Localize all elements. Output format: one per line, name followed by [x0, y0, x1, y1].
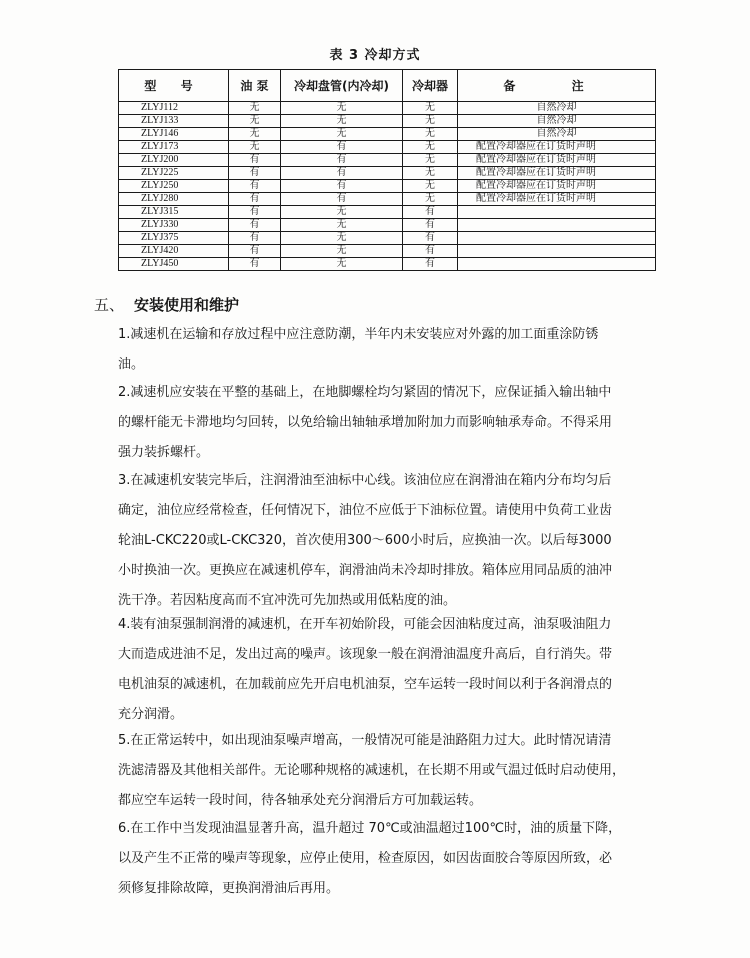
cell-cooling-coil: 无	[281, 128, 403, 141]
paragraph-line: 4.装有油泵强制润滑的减速机，在开车初始阶段，可能会因油粘度过高，油泵吸油阻力	[118, 617, 612, 632]
table-row	[119, 245, 656, 258]
cell-cooling-coil: 无	[281, 232, 403, 245]
paragraph-line: 大而造成进油不足，发出过高的噪声。该现象一般在润滑油温度升高后，自行消失。带	[118, 647, 613, 662]
cell-cooler: 无	[403, 102, 458, 115]
cell-oil-pump: 有	[229, 206, 281, 219]
cell-note: 配置冷却器应在订货时声明	[458, 154, 656, 167]
table-header-row	[119, 70, 656, 102]
cell-cooling-coil: 有	[281, 180, 403, 193]
header-cooler: 冷却器	[403, 70, 458, 102]
cell-cooling-coil: 有	[281, 193, 403, 206]
paragraph-line: 小时换油一次。更换应在减速机停车，润滑油尚未冷却时排放。箱体应用同品质的油冲	[118, 563, 613, 578]
cell-cooler: 无	[403, 180, 458, 193]
cell-note	[458, 258, 656, 271]
cell-cooling-coil: 无	[281, 258, 403, 271]
cell-oil-pump: 有	[229, 219, 281, 232]
paragraph-line: 以及产生不正常的噪声等现象，应停止使用，检查原因，如因齿面胶合等原因所致，必	[118, 851, 613, 866]
cell-cooling-coil: 有	[281, 154, 403, 167]
table-row	[119, 141, 656, 154]
cell-cooling-coil: 有	[281, 141, 403, 154]
cell-oil-pump: 有	[229, 258, 281, 271]
paragraph-line: 强力装拆螺杆。	[118, 445, 210, 460]
cell-cooler: 无	[403, 115, 458, 128]
cell-cooler: 有	[403, 258, 458, 271]
cell-note	[458, 232, 656, 245]
cell-oil-pump: 有	[229, 232, 281, 245]
header-model: 型 号	[119, 70, 229, 102]
table-row	[119, 167, 656, 180]
cell-note	[458, 245, 656, 258]
paragraph-line: 2.减速机应安装在平整的基础上，在地脚螺栓均匀紧固的情况下，应保证插入输出轴中	[118, 385, 612, 400]
cell-cooler: 无	[403, 193, 458, 206]
paragraph-line: 5.在正常运转中，如出现油泵噪声增高，一般情况可能是油路阻力过大。此时情况请清	[118, 733, 612, 748]
cell-oil-pump: 无	[229, 128, 281, 141]
table-row	[119, 128, 656, 141]
paragraph-4	[118, 610, 678, 730]
cell-note	[458, 206, 656, 219]
paragraph-line: 6.在工作中当发现油温显著升高，温升超过 70℃或油温超过100℃时，油的质量下降，	[118, 821, 622, 836]
cell-cooler: 无	[403, 167, 458, 180]
table-row	[119, 102, 656, 115]
cell-note	[458, 219, 656, 232]
cooling-method-table	[118, 69, 656, 271]
paragraph-line: 确定，油位应经常检查，任何情况下，油位不应低于下油标位置。请使用中负荷工业齿	[118, 503, 613, 518]
cell-model: ZLYJ225	[119, 167, 229, 180]
paragraph-3	[118, 466, 678, 616]
paragraph-line: 3.在减速机安装完毕后，注润滑油至油标中心线。该油位应在润滑油在箱内分布均匀后	[118, 473, 612, 488]
cell-cooling-coil: 无	[281, 219, 403, 232]
paragraph-line: 1.减速机在运输和存放过程中应注意防潮，半年内未安装应对外露的加工面重涂防锈	[118, 327, 599, 342]
table-row	[119, 154, 656, 167]
cell-model: ZLYJ112	[119, 102, 229, 115]
cell-cooling-coil: 无	[281, 245, 403, 258]
cell-note: 配置冷却器应在订货时声明	[458, 193, 656, 206]
header-note: 备 注	[458, 70, 656, 102]
cell-model: ZLYJ315	[119, 206, 229, 219]
paragraph-6	[118, 814, 678, 904]
cell-model: ZLYJ173	[119, 141, 229, 154]
table-body	[119, 102, 656, 271]
cell-note: 配置冷却器应在订货时声明	[458, 180, 656, 193]
cell-model: ZLYJ250	[119, 180, 229, 193]
paragraph-line: 轮油L-CKC220或L-CKC320，首次使用300～600小时后，应换油一次。以后每3000	[118, 533, 612, 548]
cell-cooler: 无	[403, 141, 458, 154]
table-caption: 表 3 冷却方式	[329, 48, 421, 63]
paragraph-5	[118, 726, 678, 816]
cell-cooler: 有	[403, 219, 458, 232]
table-row	[119, 193, 656, 206]
paragraph-line: 充分润滑。	[118, 707, 184, 722]
header-cooling-coil: 冷却盘管(内冷却)	[281, 70, 403, 102]
cell-oil-pump: 有	[229, 154, 281, 167]
cell-oil-pump: 无	[229, 102, 281, 115]
cell-oil-pump: 无	[229, 115, 281, 128]
cell-cooling-coil: 无	[281, 206, 403, 219]
cell-model: ZLYJ420	[119, 245, 229, 258]
paragraph-line: 油。	[118, 357, 145, 372]
cell-cooler: 有	[403, 245, 458, 258]
cell-note: 配置冷却器应在订货时声明	[458, 167, 656, 180]
cell-oil-pump: 有	[229, 180, 281, 193]
table-row	[119, 258, 656, 271]
paragraph-line: 都应空车运转一段时间，待各轴承处充分润滑后方可加载运转。	[118, 793, 483, 808]
cell-model: ZLYJ450	[119, 258, 229, 271]
table-row	[119, 206, 656, 219]
table-row	[119, 180, 656, 193]
paragraph-1	[118, 320, 678, 380]
paragraph-line: 的螺杆能无卡滞地均匀回转，以免给输出轴轴承增加附加力而影响轴承寿命。不得采用	[118, 415, 613, 430]
cell-model: ZLYJ200	[119, 154, 229, 167]
paragraph-line: 须修复排除故障，更换润滑油后再用。	[118, 881, 340, 896]
cell-cooling-coil: 有	[281, 167, 403, 180]
paragraph-line: 洗干净。若因粘度高而不宜冲洗可先加热或用低粘度的油。	[118, 593, 457, 608]
cell-note: 自然冷却	[458, 102, 656, 115]
paragraph-2	[118, 378, 678, 468]
cell-model: ZLYJ146	[119, 128, 229, 141]
section-number: 五、	[94, 296, 125, 314]
cell-cooling-coil: 无	[281, 115, 403, 128]
cell-model: ZLYJ280	[119, 193, 229, 206]
cell-cooler: 无	[403, 154, 458, 167]
cell-cooler: 有	[403, 232, 458, 245]
cell-oil-pump: 无	[229, 141, 281, 154]
table-row	[119, 219, 656, 232]
table-row	[119, 232, 656, 245]
header-oil-pump: 油 泵	[229, 70, 281, 102]
cell-cooler: 有	[403, 206, 458, 219]
cell-oil-pump: 有	[229, 245, 281, 258]
table-row	[119, 115, 656, 128]
paragraph-line: 电机油泵的减速机，在加载前应先开启电机油泵，空车运转一段时间以利于各润滑点的	[118, 677, 613, 692]
section-title: 安装使用和维护	[134, 296, 240, 314]
cell-cooler: 无	[403, 128, 458, 141]
cell-model: ZLYJ375	[119, 232, 229, 245]
cell-model: ZLYJ330	[119, 219, 229, 232]
cell-note: 自然冷却	[458, 128, 656, 141]
cell-model: ZLYJ133	[119, 115, 229, 128]
cell-oil-pump: 有	[229, 167, 281, 180]
paragraph-line: 洗滤清器及其他相关部件。无论哪种规格的减速机，在长期不用或气温过低时启动使用，	[118, 763, 626, 778]
cell-oil-pump: 有	[229, 193, 281, 206]
cell-note: 配置冷却器应在订货时声明	[458, 141, 656, 154]
section-heading	[94, 294, 239, 315]
cell-note: 自然冷却	[458, 115, 656, 128]
cell-cooling-coil: 无	[281, 102, 403, 115]
